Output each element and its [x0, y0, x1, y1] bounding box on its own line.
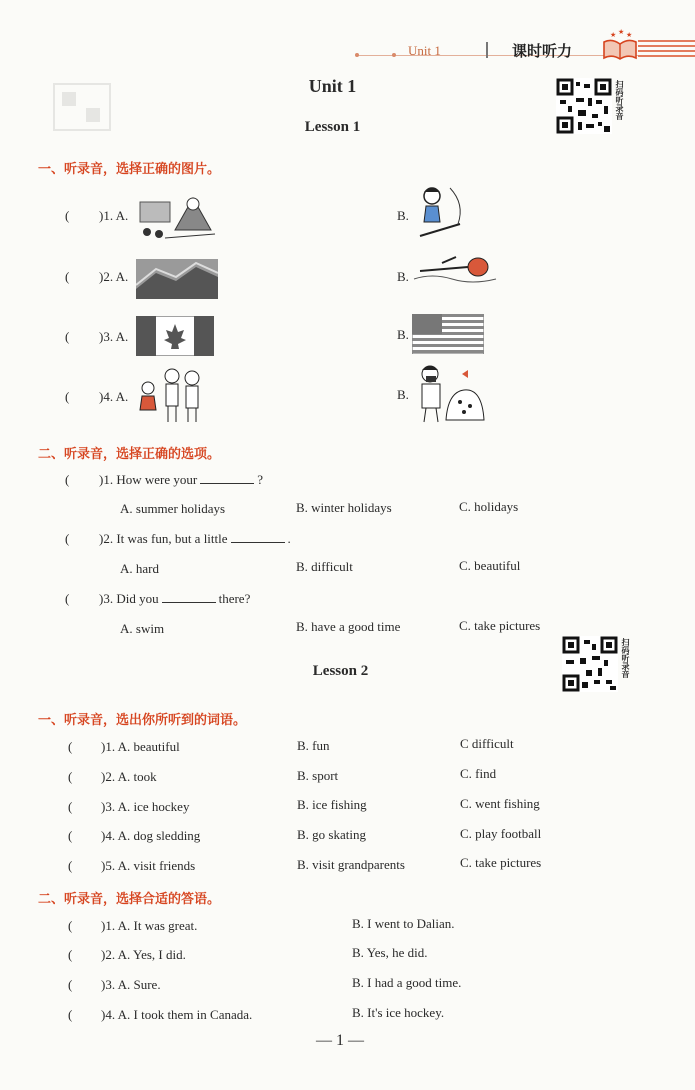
answer-paren[interactable]: (	[68, 828, 73, 843]
option-b: B. I went to Dalian.	[352, 916, 455, 931]
l1-s1-q4-num: )4. A.	[99, 389, 129, 404]
question-text: )1. How were your	[99, 472, 198, 487]
option-b: B. go skating	[297, 827, 366, 842]
option-b: B. Yes, he did.	[352, 945, 428, 960]
header-stripes	[638, 40, 695, 58]
l1-section2-heading: 二、听录音，选择正确的选项。	[38, 447, 221, 462]
answer-paren[interactable]: (	[65, 208, 70, 223]
svg-text:★: ★	[610, 31, 617, 39]
question-end: ?	[257, 472, 263, 487]
answer-paren[interactable]: (	[65, 329, 70, 344]
header-unit-tab: Unit 1	[408, 43, 441, 58]
great-wall-picture	[136, 259, 218, 299]
header-title: 课时听力	[512, 42, 573, 60]
usa-flag-icon	[412, 314, 484, 354]
option-c: C. take pictures	[459, 618, 541, 633]
option-b: B. winter holidays	[296, 500, 392, 515]
header-dot	[355, 53, 359, 57]
header-separator	[486, 42, 488, 58]
kid-skiing-picture	[410, 184, 470, 244]
l1-s1-q1-num: )1. A.	[99, 208, 129, 223]
l1-s2-q1	[99, 472, 263, 488]
option-b: B. have a good time	[296, 619, 401, 634]
answer-paren[interactable]: (	[68, 1007, 73, 1022]
qr-code-icon[interactable]	[556, 78, 612, 134]
option-a: )2. A. Yes, I did.	[101, 947, 186, 962]
l1-s1-q4-b: B.	[397, 387, 409, 402]
option-c: C difficult	[460, 736, 514, 751]
swimming-picture	[412, 253, 498, 291]
l2-section2-heading: 二、听录音，选择合适的答语。	[38, 892, 221, 907]
svg-text:★: ★	[618, 28, 625, 36]
option-a: )4. A. dog sledding	[101, 828, 201, 843]
answer-paren[interactable]: (	[65, 389, 70, 404]
l1-s1-q3-num: )3. A.	[99, 329, 129, 344]
fill-blank[interactable]	[162, 591, 216, 603]
answer-paren[interactable]: (	[68, 977, 73, 992]
answer-paren[interactable]: (	[68, 858, 73, 873]
option-a: A. hard	[120, 561, 159, 576]
option-c: C. play football	[460, 826, 542, 841]
option-b: B. visit grandparents	[297, 857, 405, 872]
option-a: )1. A. beautiful	[101, 739, 180, 754]
option-c: C. holidays	[459, 499, 519, 514]
answer-paren[interactable]: (	[65, 531, 70, 546]
fill-blank[interactable]	[231, 531, 285, 543]
option-b: B. sport	[297, 768, 339, 783]
answer-paren[interactable]: (	[68, 769, 73, 784]
question-text: )2. It was fun, but a little	[99, 531, 228, 546]
l2-section1-heading: 一、听录音，选出你所听到的词语。	[38, 713, 247, 728]
answer-paren[interactable]: (	[68, 918, 73, 933]
option-a: )5. A. visit friends	[101, 858, 196, 873]
ice-fishing-picture	[135, 190, 220, 242]
option-c: C. beautiful	[459, 558, 521, 573]
answer-paren[interactable]: (	[65, 591, 70, 606]
option-a: A. summer holidays	[120, 501, 226, 516]
question-text: )3. Did you	[99, 591, 159, 606]
option-a: )2. A. took	[101, 769, 157, 784]
l1-s2-q2	[99, 531, 291, 547]
l1-s1-q2-b: B.	[397, 269, 409, 284]
option-a: )1. A. It was great.	[101, 918, 198, 933]
lesson1-title: Lesson 1	[304, 119, 361, 135]
lesson2-title: Lesson 2	[312, 663, 369, 679]
option-b: B. I had a good time.	[352, 975, 462, 990]
option-b: B. difficult	[296, 559, 353, 574]
l1-s2-q3	[99, 591, 250, 607]
l1-s1-q1-b: B.	[397, 208, 409, 223]
option-a: )4. A. I took them in Canada.	[101, 1007, 253, 1022]
option-a: A. swim	[120, 621, 165, 636]
question-end: there?	[218, 591, 251, 606]
canada-flag-icon	[136, 316, 214, 356]
answer-paren[interactable]: (	[68, 799, 73, 814]
qr-code-icon[interactable]	[562, 636, 618, 692]
qr-label: 扫码听录音	[615, 80, 624, 120]
l1-s1-q2-num: )2. A.	[99, 269, 129, 284]
l1-section1-heading: 一、听录音，选择正确的图片。	[38, 162, 221, 177]
option-a: )3. A. ice hockey	[101, 799, 190, 814]
qr-label: 扫码听录音	[621, 638, 630, 678]
answer-paren[interactable]: (	[65, 269, 70, 284]
l1-s1-q3-b: B.	[397, 327, 409, 342]
svg-text:★: ★	[626, 31, 633, 39]
answer-paren[interactable]: (	[68, 947, 73, 962]
option-b: B. fun	[297, 738, 330, 753]
header-dot	[392, 53, 396, 57]
page-number: — 1 —	[316, 1032, 364, 1049]
taking-pictures-picture	[412, 362, 488, 424]
option-c: C. take pictures	[460, 855, 542, 870]
option-b: B. It's ice hockey.	[352, 1005, 445, 1020]
option-c: C. went fishing	[460, 796, 540, 811]
answer-paren[interactable]: (	[68, 739, 73, 754]
unit-title: Unit 1	[308, 76, 357, 96]
answer-paren[interactable]: (	[65, 472, 70, 487]
open-book-icon	[600, 28, 640, 62]
option-c: C. find	[460, 766, 497, 781]
fill-blank[interactable]	[200, 472, 254, 484]
question-end: .	[287, 531, 291, 546]
option-a: )3. A. Sure.	[101, 977, 161, 992]
visiting-grandparents-picture	[136, 366, 206, 426]
option-b: B. ice fishing	[297, 797, 367, 812]
